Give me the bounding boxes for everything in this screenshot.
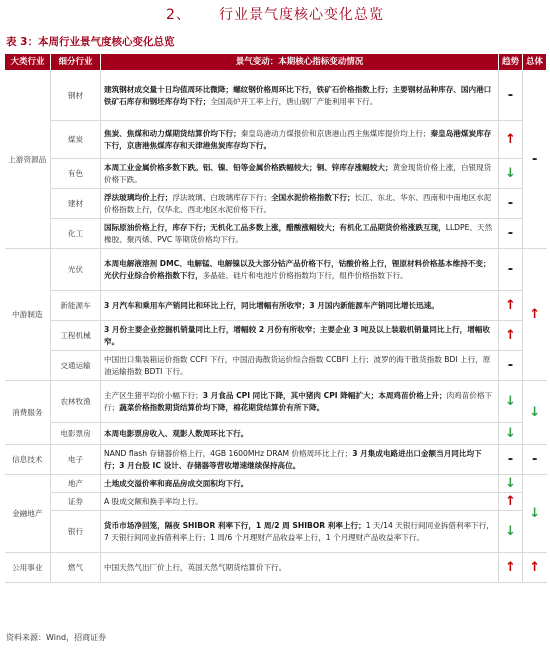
trend-arrow: - [499, 351, 523, 381]
trend-arrow: ↓ [499, 475, 523, 493]
industry-desc: A 股成交额和换手率均上行。 [101, 493, 499, 511]
section-heading: 行业景气度核心变化总览 [218, 7, 384, 23]
industry-desc: 主产区生猪平均价小幅下行；3 月食品 CPI 同比下降，其中猪肉 CPI 降幅扩大；本周鸡苗价格上升；肉鸡苗价格下行；蔬菜价格指数期货结算价均下降，棉花期货结算价有所下降。 [101, 381, 499, 423]
table-row [5, 189, 547, 219]
industry-name: 有色 [51, 159, 101, 189]
group-name: 消费服务 [5, 381, 51, 445]
trend-arrow: - [499, 189, 523, 219]
industry-desc: 建筑钢材成交量十日均值周环比微降；螺纹钢价格周环比下行，铁矿石价格指数上行；主要钢材品种库存、国内港口铁矿石库存和钢坯库存均下行；全国高炉开工率上行，唐山钢厂产能利用率下行。 [101, 71, 499, 121]
table-row [5, 71, 547, 121]
trend-arrow: ↓ [499, 511, 523, 553]
industry-desc: 本周工业金属价格多数下跌。铝、镍、铅等金属价格跌幅较大；铜、锌库存涨幅较大；黄金现货价格上涨，白银现货价格下跌。 [101, 159, 499, 189]
industry-desc: 浮法玻璃均价上行；浮法玻璃、白玻璃库存下行；全国水泥价格指数下行；长江、东北、华东、西南和中南地区水泥价格指数上行，仅华北、西北地区水泥价格下行。 [101, 189, 499, 219]
table-row [5, 159, 547, 189]
industry-name: 电影票房 [51, 423, 101, 445]
industry-desc: 本周电解液溶剂 DMC、电解锰、电解镍以及大部分钴产品价格下行，钴酸价格上行，锂原材料价格基本维持不变；光伏行业综合价格指数下行，多晶硅、硅片和电池片价格指数均下行，组件价格指数下行。 [101, 249, 499, 291]
table-row [5, 219, 547, 249]
total-arrow: ↓ [523, 475, 547, 553]
section-number: 2、 [166, 7, 191, 23]
trend-arrow: ↑ [499, 291, 523, 321]
trend-arrow: ↑ [499, 553, 523, 583]
trend-arrow: ↑ [499, 321, 523, 351]
group-name: 信息技术 [5, 445, 51, 475]
industry-name: 钢材 [51, 71, 101, 121]
table-row [5, 423, 547, 445]
industry-desc: 本周电影票房收入、观影人数周环比下行。 [101, 423, 499, 445]
industry-name: 建材 [51, 189, 101, 219]
table-row [5, 351, 547, 381]
table-row [5, 121, 547, 159]
industry-name: 光伏 [51, 249, 101, 291]
table-row [5, 511, 547, 553]
table-row [5, 291, 547, 321]
group-name: 金融地产 [5, 475, 51, 553]
industry-desc: 国际原油价格上行，库存下行；无机化工品多数上涨，醋酸涨幅较大；有机化工品期货价格涨跌互现，LLDPE、天然橡胶、聚丙烯、PVC 等期货价格均下行。 [101, 219, 499, 249]
table-row [5, 493, 547, 511]
trend-arrow: - [499, 249, 523, 291]
industry-desc: 3 月汽车和乘用车产销同比和环比上行，同比增幅有所收窄；3 月国内新能源车产销同比增长迅速。 [101, 291, 499, 321]
industry-desc: 土地成交溢价率和商品房成交面积均下行。 [101, 475, 499, 493]
trend-arrow: ↑ [499, 121, 523, 159]
industry-name: 农林牧渔 [51, 381, 101, 423]
group-name: 上游资源品 [5, 71, 51, 249]
industry-name: 工程机械 [51, 321, 101, 351]
trend-arrow: - [499, 71, 523, 121]
header-minor: 细分行业 [51, 54, 101, 71]
trend-arrow: - [499, 219, 523, 249]
total-arrow: ↑ [523, 553, 547, 583]
trend-arrow: ↓ [499, 159, 523, 189]
table-row [5, 321, 547, 351]
industry-table [4, 53, 547, 583]
industry-desc: 中国天然气出厂价上行，英国天然气期货结算价下行。 [101, 553, 499, 583]
source-note: 资料来源：Wind，招商证券 [6, 633, 107, 642]
industry-desc: NAND flash 存储器价格上行，4GB 1600MHz DRAM 价格周环比上行；3 月集成电路进出口金额当月同比均下行；3 月台股 IC 设计、存储器等营收增速继续保持高位。 [101, 445, 499, 475]
industry-name: 电子 [51, 445, 101, 475]
industry-name: 交通运输 [51, 351, 101, 381]
industry-name: 新能源车 [51, 291, 101, 321]
header-total: 总体 [523, 54, 547, 71]
industry-name: 地产 [51, 475, 101, 493]
group-name: 公用事业 [5, 553, 51, 583]
industry-name: 化工 [51, 219, 101, 249]
section-title [0, 4, 550, 24]
industry-name: 证券 [51, 493, 101, 511]
industry-desc: 焦炭、焦煤和动力煤期货结算价均下行；秦皇岛港动力煤报价和京唐港山西主焦煤库提价均上行；秦皇岛港煤炭库存下行，京唐港焦煤库存和天津港焦炭库存均下行。 [101, 121, 499, 159]
industry-desc: 3 月份主要企业挖掘机销量同比上行，增幅较 2 月份有所收窄；主要企业 3 吨及以上装载机销量同比上行，增幅收窄。 [101, 321, 499, 351]
industry-desc: 货币市场净回笼，隔夜 SHIBOR 利率下行，1 周/2 周 SHIBOR 利率上行；1 天/14 天银行间同业拆借利率下行，7 天银行间同业拆借利率上行；1 周/6 个月理财产品收益率上行，1 个月理财产品收益率下行。 [101, 511, 499, 553]
trend-arrow: ↓ [499, 423, 523, 445]
header-trend: 趋势 [499, 54, 523, 71]
trend-arrow: ↑ [499, 493, 523, 511]
table-row [5, 475, 547, 493]
industry-name: 银行 [51, 511, 101, 553]
industry-name: 燃气 [51, 553, 101, 583]
table-row [5, 553, 547, 583]
table-row [5, 381, 547, 423]
trend-arrow: ↓ [499, 381, 523, 423]
header-desc: 景气变动：本期核心指标变动情况 [101, 54, 499, 71]
table-row [5, 249, 547, 291]
total-arrow: - [523, 71, 547, 249]
total-arrow: ↓ [523, 381, 547, 445]
group-name: 中游制造 [5, 249, 51, 381]
header-row [5, 54, 547, 71]
header-major: 大类行业 [5, 54, 51, 71]
industry-name: 煤炭 [51, 121, 101, 159]
total-arrow: - [523, 445, 547, 475]
trend-arrow: - [499, 445, 523, 475]
table-row [5, 445, 547, 475]
table-caption: 表 3：本周行业景气度核心变化总览 [6, 36, 175, 48]
total-arrow: ↑ [523, 249, 547, 381]
industry-desc: 中国出口集装箱运价指数 CCFI 下行，中国沿海散货运价综合指数 CCBFI 上行；波罗的海干散货指数 BDI 上行，原油运输指数 BDTI 下行。 [101, 351, 499, 381]
